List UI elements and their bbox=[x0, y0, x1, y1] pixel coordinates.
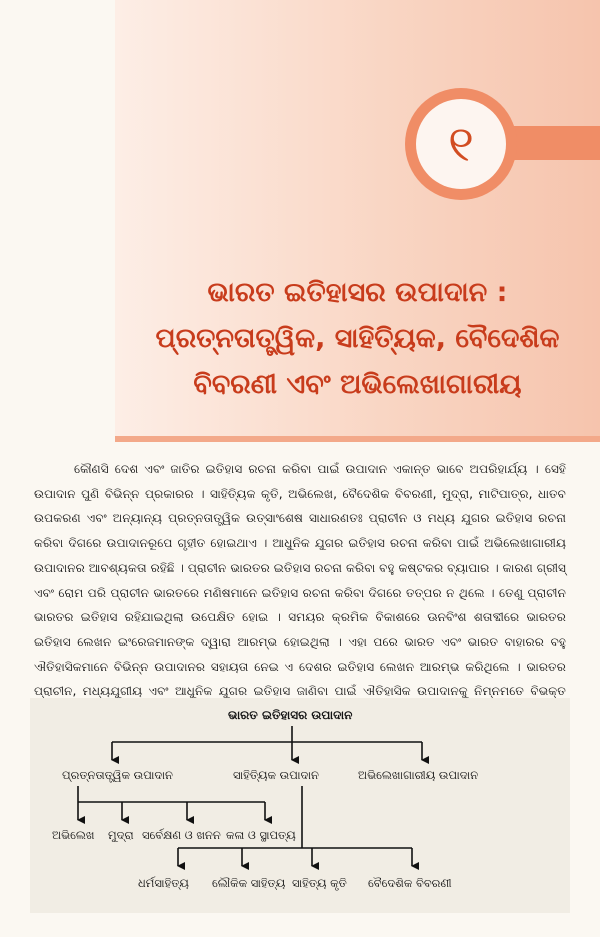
sources-flowchart bbox=[30, 698, 570, 913]
node-foreign-accounts: ବୈଦେଶିକ ବିବରଣୀ bbox=[368, 876, 452, 890]
chapter-number-badge bbox=[405, 88, 517, 200]
node-archaeological-sources: ପ୍ରତ୍ନତାତ୍ତ୍ୱିକ ଉପାଦାନ bbox=[62, 768, 173, 782]
chapter-title: ଭାରତ ଇତିହାସର ଉପାଦାନ : ପ୍ରତ୍ନତାତ୍ତ୍ୱିକ, ସାହିତ୍ୟିକ, ବୈଦେଶିକ ବିବରଣୀ ଏବଂ ଅଭିଲେଖାଗାରୀୟ bbox=[155, 277, 560, 400]
chapter-number: ୧ bbox=[416, 99, 506, 189]
body-paragraph: କୌଣସି ଦେଶ ଏବଂ ଜାତିର ଇତିହାସ ରଚନା କରିବା ପାଇଁ ଉପାଦାନ ଏକାନ୍ତ ଭାବେ ଅପରିହାର୍ଯ୍ୟ । ସେହି ଉପାଦାନ ପୁଣି ବିଭିନ୍ନ ପ୍ରକାରର । ସାହିତ୍ୟିକ କୃତି, ଅଭିଲେଖ, ବୈଦେଶିକ ବିବରଣୀ, ମୁଦ୍ରା, ମାଟିପାତ୍ର, ଧାତବ ଉପକରଣ ଏବଂ ଅନ୍ୟାନ୍ୟ ପ୍ରତ୍ନତାତ୍ତ୍ୱିକ ଉତ୍ସାଂଶେଷ ସାଧାରଣତଃ ପ୍ରାଚୀନ ଓ ମଧ୍ୟ ଯୁଗର ଇତିହାସ ରଚନା କରିବା ଦିଗରେ ଉପାଦାନରୂପେ ଗୃହୀତ ହୋଇଥାଏ । ଆଧୁନିକ ଯୁଗର ଇତିହାସ ରଚନା କରିବା ପାଇଁ ଅଭିଲେଖାଗାରୀୟ ଉପାଦାନର ଆବଶ୍ୟକତା ରହିଛି । ପ୍ରାଚୀନ ଭାରତର ଇତିହାସ ରଚନା କରିବା ବହୁ କଷ୍ଟକର ବ୍ୟାପାର । କାରଣ ଗ୍ରୀସ୍ ଏବଂ ରୋମ ପରି ପ୍ରାଚୀନ ଭାରତରେ ମଣିଷମାନେ ଇତିହାସ ରଚନା କରିବା ଦିଗରେ ତତ୍ପର ନ ଥିଲେ । ତେଣୁ ପ୍ରାଚୀନ ଭାରତର ଇତିହାସ ରହିଯାଇଥିଲା ଉପେକ୍ଷିତ ହୋଇ । ସମୟର କ୍ରମିକ ବିକାଶରେ ଊନବିଂଶ ଶତାବ୍ଦୀରେ ଭାରତର ଇତିହାସ ଲେଖନ ଇଂରେଜମାନଙ୍କ ଦ୍ୱାରା ଆରମ୍ଭ ହୋଇଥିଲା । ଏହା ପରେ ଭାରତ ଏବଂ ଭାରତ ବାହାରର ବହୁ ଐତିହାସିକମାନେ ବିଭିନ୍ନ ଉପାଦାନର ସହାୟତା ନେଇ ଏ ଦେଶର ଇତିହାସ ଲେଖନ ଆରମ୍ଭ କରିଥିଲେ । ଭାରତର ପ୍ରାଚୀନ, ମଧ୍ୟଯୁଗୀୟ ଏବଂ ଆଧୁନିକ ଯୁଗର ଇତିହାସ ଜାଣିବା ପାଇଁ ଐତିହାସିକ ଉପାଦାନକୁ ନିମ୍ନମତେ ବିଭକ୍ତ bbox=[34, 462, 566, 699]
node-literary-works: ସାହିତ୍ୟ କୃତି bbox=[292, 876, 347, 890]
node-inscriptions: ଅଭିଲେଖ bbox=[52, 828, 95, 842]
node-religious-literature: ଧର୍ମସାହିତ୍ୟ bbox=[138, 876, 189, 890]
flowchart-root: ଭାରତ ଇତିହାସର ଉପାଦାନ bbox=[228, 708, 353, 722]
header-divider bbox=[115, 436, 600, 442]
node-secular-literature: ଲୌକିକ ସାହିତ୍ୟ bbox=[212, 876, 286, 890]
node-survey-excavation: ସର୍ବେକ୍ଷଣ ଓ ଖନନ bbox=[142, 828, 221, 842]
node-archival-sources: ଅଭିଲେଖାଗାରୀୟ ଉପାଦାନ bbox=[358, 768, 479, 782]
node-literary-sources: ସାହିତ୍ୟିକ ଉପାଦାନ bbox=[233, 768, 319, 782]
node-coins: ମୁଦ୍ରା bbox=[108, 828, 134, 842]
node-art-architecture: କଳା ଓ ସ୍ଥାପତ୍ୟ bbox=[226, 828, 296, 842]
